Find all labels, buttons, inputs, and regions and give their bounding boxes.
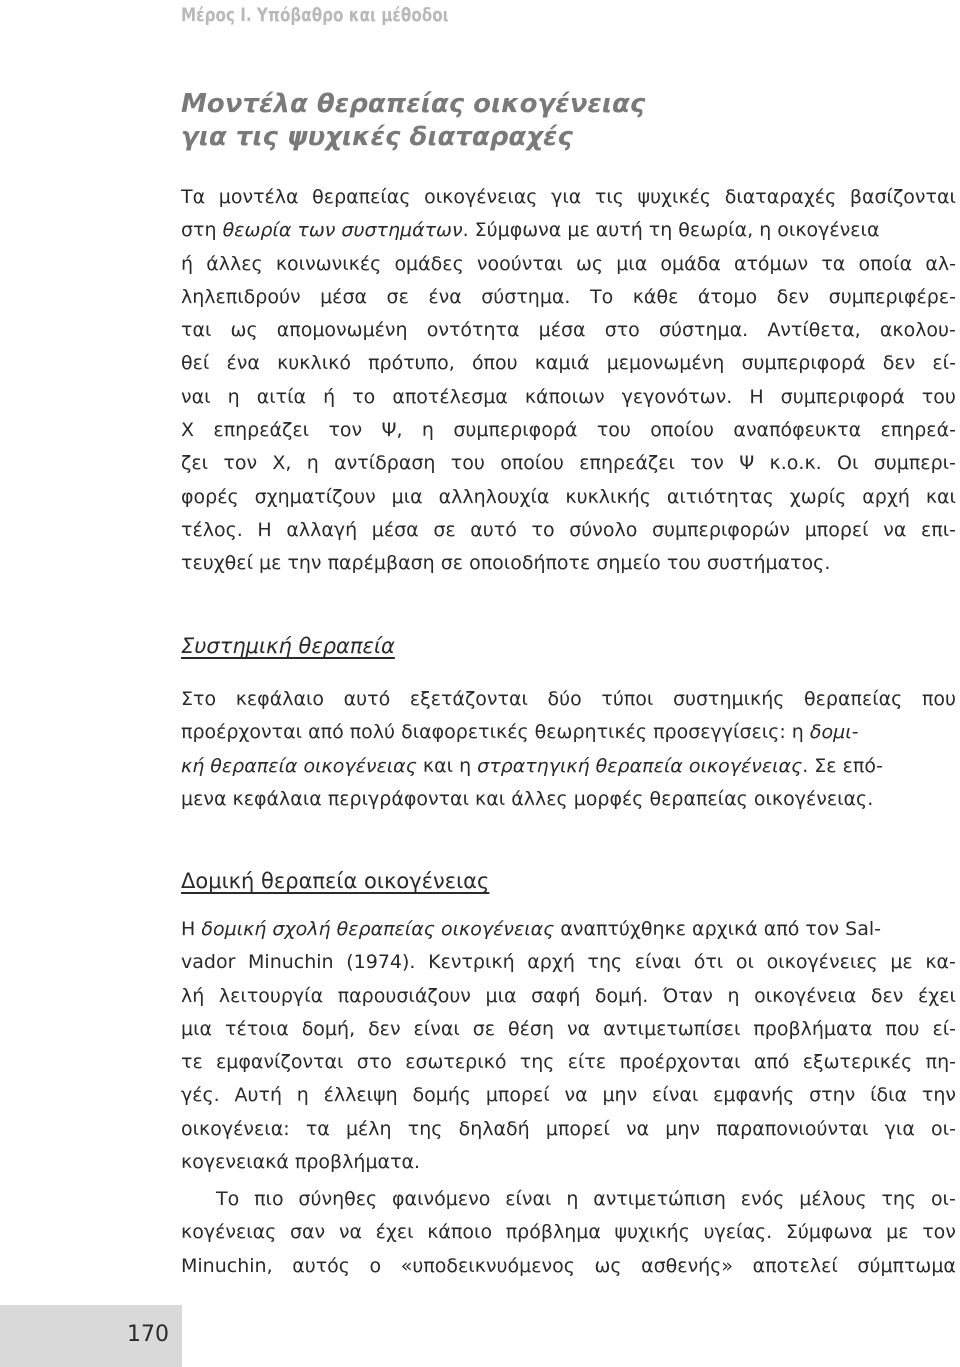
text-line: ται ως απομονωμένη οντότητα μέσα στο σύστημα. Αντίθετα, ακολου- bbox=[181, 319, 956, 342]
text-run: . Σύμφωνα με αυτή τη θεωρία, η οικογένεια bbox=[462, 219, 880, 242]
emphasis: κή θεραπεία οικογένειας bbox=[181, 754, 417, 777]
text-line bbox=[181, 214, 956, 247]
text-run: Η bbox=[181, 918, 202, 940]
systemic-paragraph bbox=[181, 683, 956, 816]
text-line: ναι η αιτία ή το αποτέλεσμα κάποιων γεγονότων. Η συμπεριφορά του bbox=[181, 385, 956, 408]
text-line bbox=[181, 750, 956, 783]
emphasis: στρατηγική θεραπεία οικογένειας bbox=[477, 754, 803, 777]
emphasis: δομική σχολή θεραπείας οικογένειας bbox=[201, 918, 555, 940]
text-run: στη bbox=[181, 219, 223, 242]
text-line: θεί ένα κυκλικό πρότυπο, όπου καμιά μεμονωμένη συμπεριφορά δεν εί- bbox=[181, 352, 956, 375]
text-line: Τα μοντέλα θεραπείας οικογένειας για τις ψυχικές διαταραχές βασίζονται bbox=[181, 186, 956, 208]
text-line: μενα κεφάλαια περιγράφονται και άλλες μορφές θεραπείας οικογένειας. bbox=[181, 787, 874, 810]
text-line: κογενειακά προβλήματα. bbox=[181, 1151, 421, 1174]
text-line: τέλος. Η αλλαγή μέσα σε αυτό το σύνολο συμπεριφορών μπορεί να επι- bbox=[181, 518, 956, 541]
text-run: αναπτύχθηκε αρχικά από τον Sal- bbox=[554, 918, 881, 940]
text-line bbox=[181, 913, 956, 946]
structural-paragraph-2 bbox=[181, 1183, 956, 1283]
text-run: προέρχονται από πολύ διαφορετικές θεωρητικές προσεγγίσεις: η bbox=[181, 721, 810, 744]
text-line: Minuchin, αυτός ο «υποδεικνυόμενος ως ασθενής» αποτελεί σύμπτωμα bbox=[181, 1254, 956, 1277]
section-heading-structural: Δομική θεραπεία οικογένειας bbox=[181, 869, 490, 893]
chapter-title-line: Μοντέλα θεραπείας οικογένειας bbox=[181, 89, 646, 119]
text-line: κογένειας σαν να έχει κάποιο πρόβλημα ψυχικής υγείας. Σύμφωνα με τον bbox=[181, 1221, 956, 1244]
text-line: ζει τον Χ, η αντίδραση του οποίου επηρεάζει τον Ψ κ.ο.κ. Οι συμπερι- bbox=[181, 452, 956, 475]
text-line: Χ επηρεάζει τον Ψ, η συμπεριφορά του οποίου αναπόφευκτα επηρεά- bbox=[181, 419, 956, 442]
section-heading-systemic: Συστημική θεραπεία bbox=[181, 634, 395, 658]
text-line: λή λειτουργία παρουσιάζουν μια σαφή δομή. Όταν η οικογένεια δεν έχει bbox=[181, 984, 956, 1007]
emphasis: δομι- bbox=[809, 721, 859, 744]
text-line: vador Minuchin (1974). Κεντρική αρχή της είναι ότι οι οικογένειες με κα- bbox=[181, 951, 956, 974]
text-line: τευχθεί με την παρέμβαση σε οποιοδήποτε σημείο του συστήματος. bbox=[181, 552, 831, 575]
page-number: 170 bbox=[127, 1322, 169, 1347]
emphasis: θεωρία των συστημάτων bbox=[222, 219, 463, 242]
chapter-title-line: για τις ψυχικές διαταραχές bbox=[181, 122, 573, 152]
structural-paragraph bbox=[181, 913, 956, 1179]
text-line: φορές σχηματίζουν μια αλληλουχία κυκλικής αιτιότητας χωρίς αρχή και bbox=[181, 485, 956, 508]
text-run: . Σε επό- bbox=[802, 754, 883, 777]
text-run: και η bbox=[416, 754, 478, 777]
chapter-title bbox=[181, 88, 921, 154]
text-line: Στο κεφάλαιο αυτό εξετάζονται δύο τύποι συστημικής θεραπείας που bbox=[181, 688, 956, 710]
text-line: γές. Αυτή η έλλειψη δομής μπορεί να μην είναι εμφανής στην ίδια την bbox=[181, 1084, 956, 1107]
intro-paragraph bbox=[181, 181, 956, 581]
text-line: ή άλλες κοινωνικές ομάδες νοούνται ως μια ομάδα ατόμων τα οποία αλ- bbox=[181, 252, 956, 275]
text-line: τε εμφανίζονται στο εσωτερικό της είτε προέρχονται από εξωτερικές πη- bbox=[181, 1051, 956, 1074]
text-line: μια τέτοια δομή, δεν είναι σε θέση να αντιμετωπίσει προβλήματα που εί- bbox=[181, 1017, 956, 1040]
text-line: Το πιο σύνηθες φαινόμενο είναι η αντιμετώπιση ενός μέλους της οι- bbox=[216, 1188, 956, 1210]
text-line: ληλεπιδρούν μέσα σε ένα σύστημα. Το κάθε άτομο δεν συμπεριφέρε- bbox=[181, 285, 956, 308]
text-line: οικογένεια: τα μέλη της δηλαδή μπορεί να μην παραπονιούνται για οι- bbox=[181, 1117, 956, 1140]
text-line bbox=[181, 716, 956, 749]
running-header: Μέρος Ι. Υπόβαθρο και μέθοδοι bbox=[181, 4, 449, 26]
